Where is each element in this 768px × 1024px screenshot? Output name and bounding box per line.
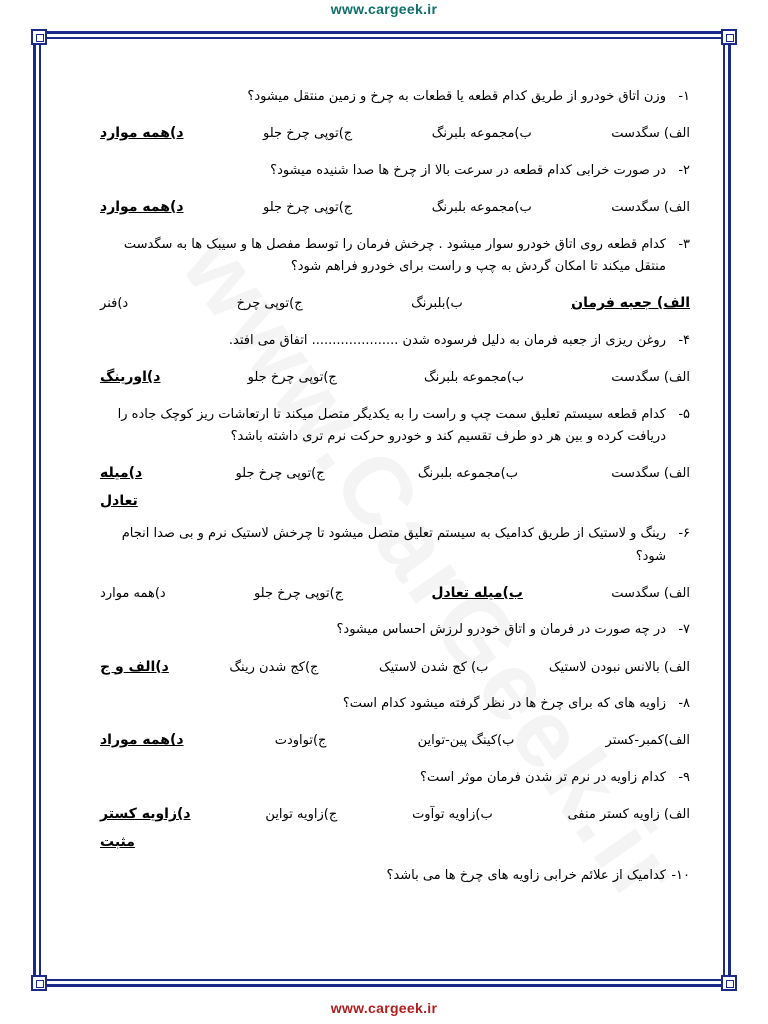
answer-option-continued: تعادل [100,492,138,509]
question-text: کدام زاویه در نرم تر شدن فرمان موثر است؟ [420,770,666,786]
option: ب)زاویه توآوت [412,807,493,823]
question-number: ۵- [678,406,690,422]
answer-option: د)الف و ج [100,658,169,675]
corner-ornament [31,975,47,991]
option: ب) کج شدن لاستیک [379,659,489,675]
question-text-row [100,404,690,448]
question-text-row [100,619,690,641]
option: ج)زاویه تواین [265,807,338,823]
question-number: ۹- [678,770,690,786]
question-list [100,86,690,889]
option: الف) سگدست [611,199,690,215]
option: الف)کمبر-کستر [605,733,690,749]
option: الف) سگدست [611,585,690,601]
option: ب)مجموعه بلبرنگ [417,465,518,481]
answer-option-continued: مثبت [100,834,135,851]
option: ج)توپی چرخ جلو [263,126,353,142]
question-block [100,693,690,753]
option: ج)توپی چرخ جلو [247,369,337,385]
question-number: ۱۰- [671,867,690,883]
option: الف) زاویه کستر منفی [567,807,690,823]
question-block [100,86,690,146]
option: ب)مجموعه بلبرنگ [431,199,532,215]
options-row [100,122,690,146]
question-text-row [100,767,690,789]
options-row [100,582,690,606]
options-row [100,462,690,486]
question-text-row [100,693,690,715]
option: د)همه موارد [100,585,166,601]
question-text: کدامیک از علائم خرابی زاویه های چرخ ها می باشد؟ [386,867,666,883]
question-text: در صورت خرابی کدام قطعه در سرعت بالا از چرخ ها صدا شنیده میشود؟ [270,162,666,178]
answer-option: د)زاویه کستر [100,806,191,823]
option: الف) سگدست [611,465,690,481]
question-text: رینگ و لاستیک از طریق کدامیک به سیستم تعلیق متصل میشود تا چرخش لاستیک نرم و بی صدا انجام شود؟ [121,526,666,564]
question-block [100,330,690,390]
question-block [100,767,690,855]
question-block [100,160,690,220]
question-block [100,523,690,605]
answer-option: د)همه موارد [100,198,184,215]
option: ج)توپی چرخ جلو [263,199,353,215]
header-site-link[interactable]: www.cargeek.ir [330,1,438,17]
option: ج)توپی چرخ [236,295,303,311]
question-text-row [100,330,690,352]
question-text: در چه صورت در فرمان و اتاق خودرو لرزش احساس میشود؟ [336,622,666,638]
question-text: زاویه های که برای چرخ ها در نظر گرفته میشود کدام است؟ [342,696,666,712]
answer-option: د)اورینگ [100,368,161,385]
options-row [100,366,690,390]
answer-option: د)همه موراد [100,732,184,749]
option: ج)کج شدن رینگ [229,659,319,675]
corner-ornament [721,975,737,991]
question-number: ۸- [678,696,690,712]
option: الف) بالانس نبودن لاستیک [548,659,690,675]
answer-option: د)میله [100,464,143,481]
answer-option: ب)میله تعادل [431,584,523,601]
question-block [100,619,690,679]
options-row [100,656,690,680]
option: ب)مجموعه بلبرنگ [424,369,525,385]
options-row [100,292,690,316]
question-block [100,404,690,514]
question-number: ۶- [678,526,690,542]
footer-site-link[interactable]: www.cargeek.ir [330,1000,438,1016]
question-number: ۴- [678,332,690,348]
option: ج)توپی چرخ جلو [235,465,325,481]
option: ج)تواودت [274,733,327,749]
options-row [100,196,690,220]
answer-option: د)همه موارد [100,125,184,142]
option: ب)مجموعه بلبرنگ [431,126,532,142]
question-text: وزن اتاق خودرو از طریق کدام قطعه یا قطعات به چرخ و زمین منتقل میشود؟ [247,89,666,104]
options-row [100,729,690,753]
question-text-row [100,234,690,278]
corner-ornament [721,29,737,45]
question-number: ۲- [678,162,690,178]
option: الف) سگدست [611,126,690,142]
question-number: ۳- [678,236,690,252]
option: د)فنر [100,295,129,311]
question-text: کدام قطعه سیستم تعلیق سمت چپ و راست را به یکدیگر متصل میکند تا ارتعاشات ریز کوچک جاده را دریافت کرده و بین هر دو طرف تقسیم کند و خودرو حرکت نرم تری داشته باشد؟ [117,406,666,444]
question-text-row [100,160,690,182]
option: ج)توپی چرخ جلو [253,585,344,601]
question-text: روغن ریزی از جعبه فرمان به دلیل فرسوده شدن ..................... اتفاق می افتد. [228,332,666,348]
question-block [100,865,690,887]
question-text-row [100,86,690,108]
question-block [100,234,690,316]
question-number: ۱- [678,89,690,104]
question-text-row [100,523,690,567]
question-number: ۷- [678,622,690,638]
corner-ornament [31,29,47,45]
question-text: کدام قطعه روی اتاق خودرو سوار میشود . چرخش فرمان را توسط مفصل ها و سیبک ها به سگدست منتقل میکند تا امکان گردش به چپ و راست برای خودرو فراهم شود؟ [123,236,666,274]
answer-option: الف) جعبه فرمان [571,294,690,311]
options-row [100,803,690,827]
option: ب)بلبرنگ [411,295,463,311]
question-text-row [100,865,690,887]
option: ب)کینگ پین-تواین [417,733,515,749]
option: الف) سگدست [611,369,690,385]
